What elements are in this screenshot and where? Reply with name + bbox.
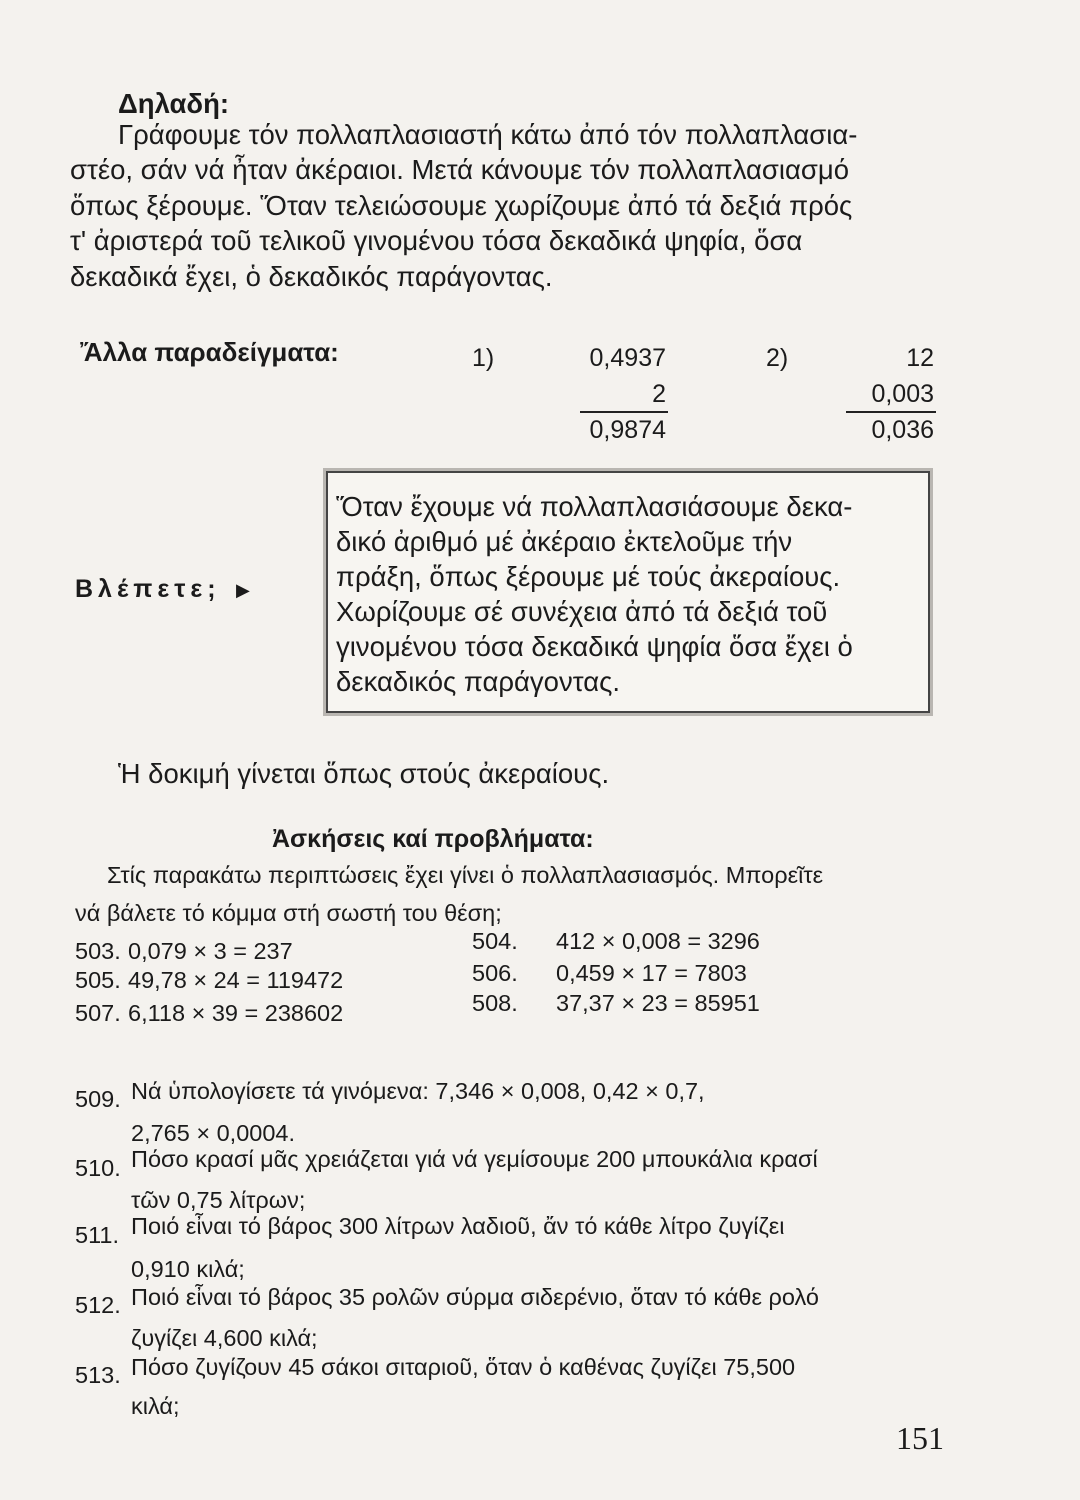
rule-line-3: πράξη, ὅπως ξέρουμε μέ τούς ἀκεραίους. [336, 561, 841, 592]
exercise-expr: 0,079 × 3 = 237 [128, 938, 293, 964]
exercise-expr: 37,37 × 23 = 85951 [556, 990, 760, 1016]
problem-num: 510. [75, 1155, 121, 1181]
problem-num: 513. [75, 1362, 121, 1388]
rule-line-4: Χωρίζουμε σέ συνέχεια ἀπό τά δεξιά τοῦ [336, 596, 828, 627]
intro-line-2: στέο, σάν νά ἦταν ἀκέραιοι. Μετά κάνουμε τόν πολλαπλασιασμό [70, 154, 850, 185]
problem-line-2: κιλά; [131, 1393, 180, 1419]
example-1-result: 0,9874 [589, 416, 666, 444]
rule-line-2: δικό ἀριθμό μέ ἀκέραιο ἐκτελοῦμε τήν [336, 526, 793, 557]
rule-line-5: γινομένου τόσα δεκαδικά ψηφία ὅσα ἔχει ὁ [336, 631, 853, 662]
example-2-multiplicand: 12 [906, 344, 934, 372]
exercise-num: 506. [472, 960, 518, 986]
problem-line-2: ζυγίζει 4,600 κιλά; [131, 1325, 318, 1351]
exercise-expr: 6,118 × 39 = 238602 [128, 1000, 344, 1026]
examples-heading: Ἄλλα παραδείγματα: [80, 337, 339, 367]
example-2-result: 0,036 [871, 416, 934, 444]
example-1-multiplicand: 0,4937 [589, 344, 666, 372]
problem-line-1: Πόσο κρασί μᾶς χρειάζεται γιά νά γεμίσουμε 200 μπουκάλια κρασί [131, 1146, 818, 1172]
page-number: 151 [896, 1420, 944, 1456]
problem-line-1: Νά ὑπολογίσετε τά γινόμενα: 7,346 × 0,008, 0,42 × 0,7, [131, 1078, 705, 1104]
arrow-icon: ▶ [236, 580, 250, 600]
exercises-intro-1: Στίς παρακάτω περιπτώσεις ἔχει γίνει ὁ πολλαπλασιασμός. Μπορεῖτε [107, 862, 824, 888]
exercises-heading: Ἀσκήσεις καί προβλήματα: [272, 825, 594, 853]
check-note: Ἡ δοκιμή γίνεται ὅπως στούς ἀκεραίους. [118, 758, 610, 789]
problem-num: 511. [75, 1222, 119, 1248]
problem-line-1: Ποιό εἶναι τό βάρος 35 ρολῶν σύρμα σιδερένιο, ὅταν τό κάθε ρολό [131, 1284, 819, 1310]
exercises-intro-2: νά βάλετε τό κόμμα στή σωστή του θέση; [75, 900, 502, 926]
example-1-multiplier: 2 [652, 380, 666, 408]
exercise-expr: 0,459 × 17 = 7803 [556, 960, 747, 986]
problem-num: 512. [75, 1292, 121, 1318]
rule-line-1: Ὅταν ἔχουμε νά πολλαπλασιάσουμε δεκα- [336, 491, 853, 522]
example-1-rule-line [580, 411, 668, 413]
exercise-expr: 412 × 0,008 = 3296 [556, 928, 760, 954]
exercise-num: 504. [472, 928, 518, 954]
example-2-multiplier: 0,003 [871, 380, 934, 408]
exercise-num: 505. [75, 967, 121, 993]
exercise-num: 507. [75, 1000, 121, 1026]
problem-line-2: τῶν 0,75 λίτρων; [131, 1187, 306, 1213]
problem-line-2: 0,910 κιλά; [131, 1256, 245, 1282]
rule-line-6: δεκαδικός παράγοντας. [336, 666, 620, 697]
example-2-rule-line [846, 411, 936, 413]
rule-box [326, 471, 930, 713]
intro-line-5: δεκαδικά ἔχει, ὁ δεκαδικός παράγοντας. [70, 261, 553, 292]
problem-line-1: Πόσο ζυγίζουν 45 σάκοι σιταριοῦ, ὅταν ὁ καθένας ζυγίζει 75,500 [131, 1354, 796, 1380]
intro-line-3: ὅπως ξέρουμε. Ὅταν τελειώσουμε χωρίζουμε ἀπό τά δεξιά πρός [70, 190, 853, 221]
exercise-num: 508. [472, 990, 518, 1016]
intro-line-4: τ' ἀριστερά τοῦ τελικοῦ γινομένου τόσα δεκαδικά ψηφία, ὅσα [70, 225, 803, 256]
intro-heading: Δηλαδή: [118, 88, 230, 119]
problem-num: 509. [75, 1086, 121, 1112]
exercise-expr: 49,78 × 24 = 119472 [128, 967, 344, 993]
see-label: Βλέπετε; [75, 575, 221, 603]
problem-line-1: Ποιό εἶναι τό βάρος 300 λίτρων λαδιοῦ, ἄν τό κάθε λίτρο ζυγίζει [131, 1213, 785, 1239]
example-2-label: 2) [766, 344, 789, 372]
exercise-num: 503. [75, 938, 121, 964]
problem-line-2: 2,765 × 0,0004. [131, 1120, 295, 1146]
example-1-label: 1) [472, 344, 495, 372]
intro-line-1: Γράφουμε τόν πολλαπλασιαστή κάτω ἀπό τόν πολλαπλασια- [118, 119, 858, 150]
